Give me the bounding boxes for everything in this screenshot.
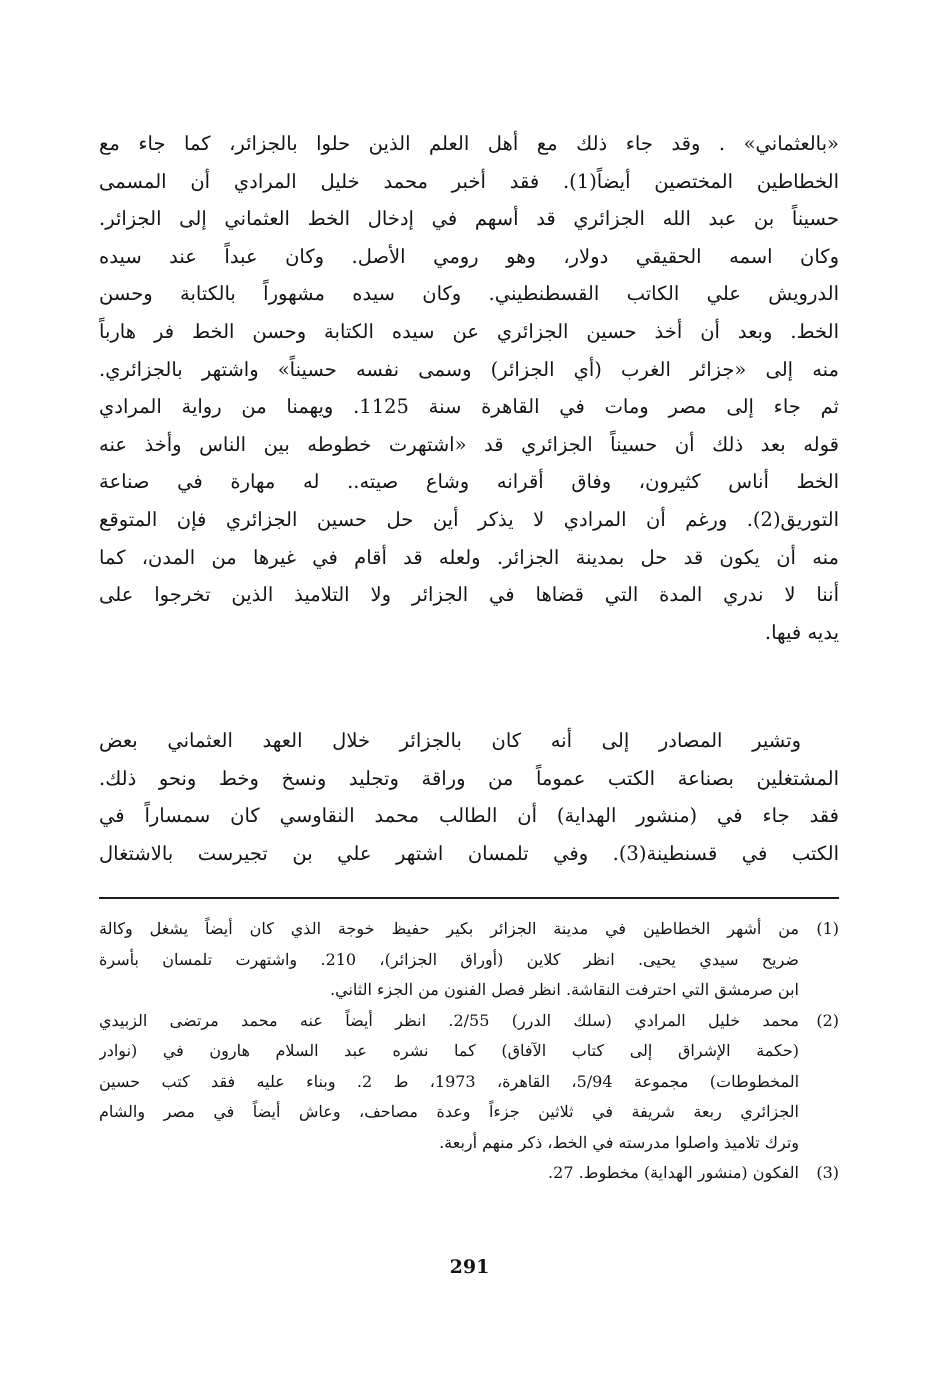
footnote-line: من أشهر الخطاطين في مدينة الجزائر بكير حفيظ خوجة الذي كان أيضاً يشغل وكالة (99, 919, 799, 938)
text-line: الخط أناس كثيرون، وفاق أقرانه وشاع صيته.. له مهارة في صناعة (99, 470, 839, 494)
footnote-text (99, 914, 799, 1006)
page-number: 291 (449, 1256, 490, 1278)
text-line: قوله بعد ذلك أن حسيناً الجزائري قد «اشتهرت خطوطه بين الناس وأخذ عنه (99, 432, 839, 456)
footnote-number: (1) (816, 919, 839, 938)
footnote-text (99, 1158, 799, 1189)
text-line: المشتغلين بصناعة الكتب عموماً من وراقة وتجليد ونسخ وخط ونحو ذلك. (99, 766, 839, 790)
text-line: فقد جاء في (منشور الهداية) أن الطالب محمد النقاوسي كان سمساراً في (99, 804, 839, 828)
footnote-line: ضريح سيدي يحيى. انظر كلاين (أوراق الجزائر)، 210. واشتهرت تلمسان بأسرة (99, 949, 799, 969)
footnote-number: (2) (816, 1010, 839, 1030)
text-line: الخط. وبعد أن أخذ حسين الجزائري عن سيده الكتابة وحسن الخط فر هارباً (99, 319, 839, 343)
text-line: الخطاطين المختصين أيضاً(1). فقد أخبر محمد خليل المرادي أن المسمى (99, 169, 839, 193)
text-line: الدرويش علي الكاتب القسطنطيني. وكان سيده مشهوراً بالكتابة وحسن (99, 282, 839, 306)
text-line: الكتب في قسنطينة(3). وفي تلمسان اشتهر علي بن تجيرست بالاشتغال (99, 841, 839, 865)
text-line: ثم جاء إلى مصر ومات في القاهرة سنة 1125. ويهمنا من رواية المرادي (99, 395, 839, 419)
paragraph-2 (99, 722, 839, 872)
text-line: أننا لا ندري المدة التي قضاها في الجزائر ولا التلاميذ الذين تخرجوا على (99, 583, 839, 607)
footnote-line: الجزائري ربعة شريفة في ثلاثين جزءاً وعدة مصاحف، وعاش أيضاً في مصر والشام (99, 1102, 799, 1121)
text-line: وتشير المصادر إلى أنه كان بالجزائر خلال العهد العثماني بعض (99, 729, 801, 752)
footnote-1 (99, 914, 839, 1006)
footnote-divider (99, 897, 839, 899)
footnote-number: (3) (816, 1163, 839, 1182)
text-line: يديه فيها. (764, 620, 839, 644)
text-line: التوريق(2). ورغم أن المرادي لا يذكر أين حل حسين الجزائري فإن المتوقع (99, 507, 839, 531)
text-line: وكان اسمه الحقيقي دولار، وهو رومي الأصل. وكان عبداً عند سيده (99, 244, 839, 268)
text-line: «بالعثماني» . وقد جاء ذلك مع أهل العلم الذين حلوا بالجزائر، كما جاء مع (99, 132, 839, 155)
text-line: حسيناً بن عبد الله الجزائري قد أسهم في إدخال الخط العثماني إلى الجزائر. (99, 207, 839, 231)
paragraph-1 (99, 125, 839, 651)
footnote-line: المخطوطات) مجموعة 5/94، القاهرة، 1973، ط 2. وبناء عليه فقد كتب حسين (99, 1071, 799, 1091)
footnotes (99, 914, 839, 1189)
text-line: منه إلى «جزائر الغرب (أي الجزائر) وسمى نفسه حسيناً» واشتهر بالجزائري. (99, 357, 839, 381)
footnote-line: وترك تلاميذ واصلوا مدرسته في الخط، ذكر منهم أربعة. (439, 1132, 799, 1152)
footnote-line: محمد خليل المرادي (سلك الدرر) 2/55. انظر أيضاً عنه محمد مرتضى الزبيدي (99, 1010, 799, 1030)
footnote-line: ابن صرمشق التي احترفت النقاشة. انظر فصل الفنون من الجزء الثاني. (330, 980, 799, 999)
footnote-line: الفكون (منشور الهداية) مخطوط. 27. (548, 1163, 799, 1182)
footnote-2 (99, 1006, 839, 1159)
footnote-line: (حكمة الإشراق إلى كتاب الآفاق) كما نشره عبد السلام هارون في (نوادر (99, 1041, 799, 1060)
footnote-text (99, 1006, 799, 1159)
text-line: منه أن يكون قد حل بمدينة الجزائر. ولعله قد أقام في غيرها من المدن، كما (99, 545, 839, 569)
footnote-3 (99, 1158, 839, 1189)
